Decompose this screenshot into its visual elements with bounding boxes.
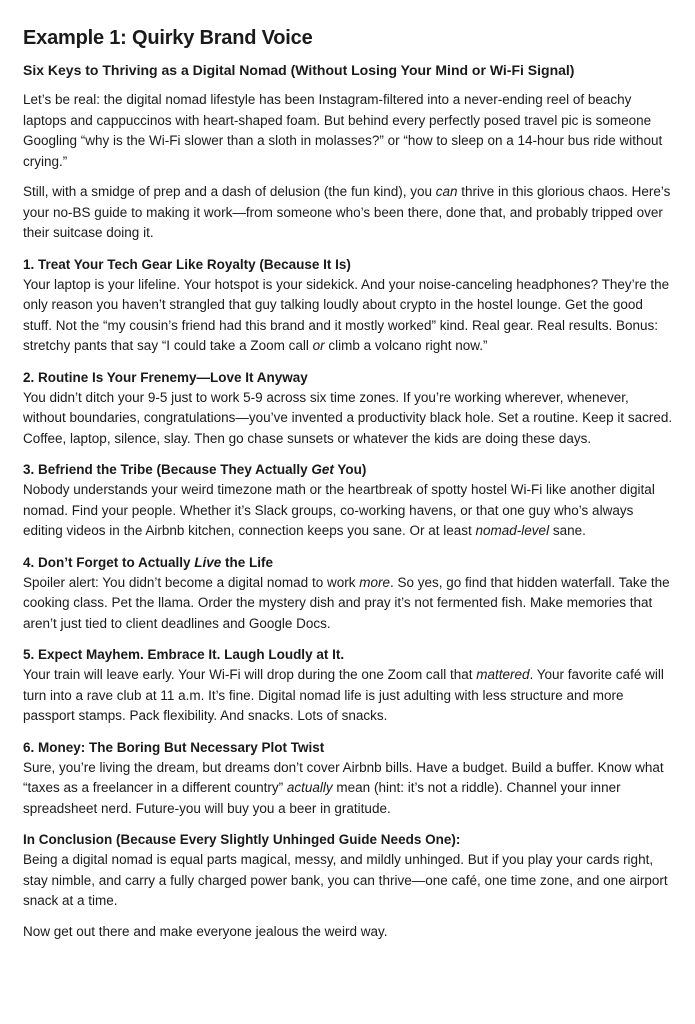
section-tribe — [23, 459, 675, 542]
section-tech-gear — [23, 254, 675, 357]
section-body: Your train will leave early. Your Wi-Fi will drop during the one Zoom call that mattered. Your favorite café will turn into a rave club at 11 a.m. It’s fine. Digital nomad life is just adulting with less structure and more passport stamps. Pack flexibility. And snacks. Lots of snacks. — [23, 667, 664, 723]
section-routine — [23, 367, 675, 450]
section-heading: 4. Don’t Forget to Actually Live the Life — [23, 554, 274, 570]
section-conclusion — [23, 829, 675, 912]
section-body: Sure, you’re living the dream, but dreams don’t cover Airbnb bills. Have a budget. Build a buffer. Know what “taxes as a freelancer in a different country” actually mean (hint: it’s not a riddle). Channel your inner spreadsheet nerd. Future-you will buy you a beer in gratitude. — [23, 759, 664, 816]
section-mayhem — [23, 644, 675, 727]
intro-paragraph-2: Still, with a smidge of prep and a dash of delusion (the fun kind), you can thrive in this glorious chaos. Here’s your no-BS guide to making it work—from someone who’s been there, done that, and probably tripped over their suitcase doing it. — [23, 184, 671, 240]
section-heading: 1. Treat Your Tech Gear Like Royalty (Because It Is) — [23, 256, 351, 272]
section-heading: 2. Routine Is Your Frenemy—Love It Anyway — [23, 369, 308, 385]
section-body: Your laptop is your lifeline. Your hotspot is your sidekick. And your noise-canceling headphones? They’re the only reason you haven’t strangled that guy talking loudly about crypto in the hostel lounge. Get the good stuff. Not the “my cousin’s friend had this brand and it mostly worked” kind. Real gear. Real results. Bonus: stretchy pants that say “I could take a Zoom call or climb a volcano right now.” — [23, 276, 670, 353]
section-live-life — [23, 552, 675, 635]
section-money — [23, 737, 675, 820]
section-body: Nobody understands your weird timezone math or the heartbreak of spotty hostel Wi-Fi like another digital nomad. Find your people. Whether it’s Slack groups, co-working havens, or that one guy who’s always editing videos in the Airbnb kitchen, connection keeps you sane. Or at least nomad-level sane. — [23, 482, 655, 538]
document-title: Example 1: Quirky Brand Voice — [23, 27, 313, 49]
closing-line: Now get out there and make everyone jealous the weird way. — [23, 923, 388, 939]
section-body: Being a digital nomad is equal parts magical, messy, and mildly unhinged. But if you play your cards right, stay nimble, and carry a fully charged power bank, you can thrive—one café, one time zone, and one airport snack at a time. — [23, 852, 668, 908]
section-heading: 5. Expect Mayhem. Embrace It. Laugh Loudly at It. — [23, 647, 345, 662]
section-heading: 3. Befriend the Tribe (Because They Actually Get You) — [23, 462, 367, 477]
section-heading: In Conclusion (Because Every Slightly Unhinged Guide Needs One): — [23, 832, 461, 847]
article-subtitle: Six Keys to Thriving as a Digital Nomad (Without Losing Your Mind or Wi-Fi Signal) — [23, 62, 575, 78]
section-body: Spoiler alert: You didn’t become a digital nomad to work more. So yes, go find that hidden waterfall. Take the cooking class. Pet the llama. Order the mystery dish and pray it’s not fermented fish. Make memories that aren’t just tied to client deadlines and Google Docs. — [23, 574, 670, 631]
document-page — [23, 24, 675, 942]
section-body: You didn’t ditch your 9-5 just to work 5-9 across six time zones. If you’re working wherever, whenever, without boundaries, congratulations—you’ve invented a productivity black hole. Set a routine. Keep it sacred. Coffee, laptop, silence, slay. Then go chase sunsets or whatever the kids are doing these days. — [23, 389, 673, 446]
intro-paragraph-1: Let’s be real: the digital nomad lifestyle has been Instagram-filtered into a never-ending reel of beachy laptops and cappuccinos with heart-shaped foam. But behind every perfectly posed travel pic is someone Googling “why is the Wi-Fi slower than a sloth in molasses?” or “how to sleep on a 14-hour bus ride without crying.” — [23, 92, 663, 169]
section-heading: 6. Money: The Boring But Necessary Plot Twist — [23, 739, 325, 755]
